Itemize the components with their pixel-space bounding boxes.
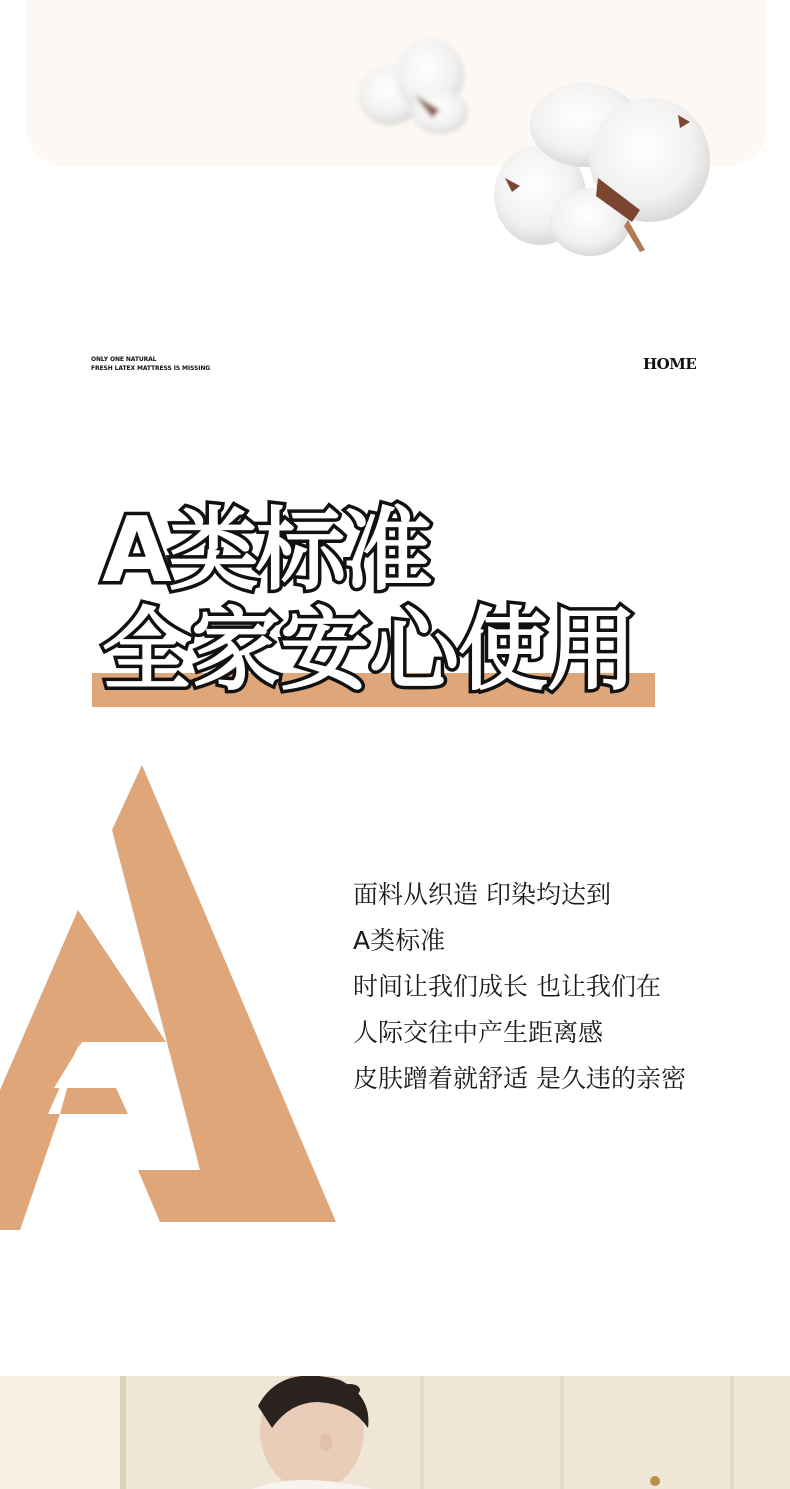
photo-illustration [0,1376,790,1489]
headline-line-1: A类标准 [102,498,430,603]
headline [0,0,790,740]
brand-logo: HOME [643,355,697,373]
body-line: 时间让我们成长 也让我们在 [353,972,661,1001]
body-line: 人际交往中产生距离感 [353,1018,604,1047]
a-grade-logo-icon [0,760,340,1230]
tagline-line-1: ONLY ONE NATURAL [91,356,157,363]
body-line: 面料从织造 印染均达到 [353,880,611,909]
body-copy [353,872,686,1102]
tagline-line-2: FRESH LATEX MATTRESS IS MISSING [91,365,211,372]
lifestyle-photo [0,1376,790,1489]
headline-line-2: 全家安心使用 [102,598,636,703]
body-line: 皮肤蹭着就舒适 是久违的亲密 [353,1064,686,1093]
body-line: A类标准 [353,926,446,955]
